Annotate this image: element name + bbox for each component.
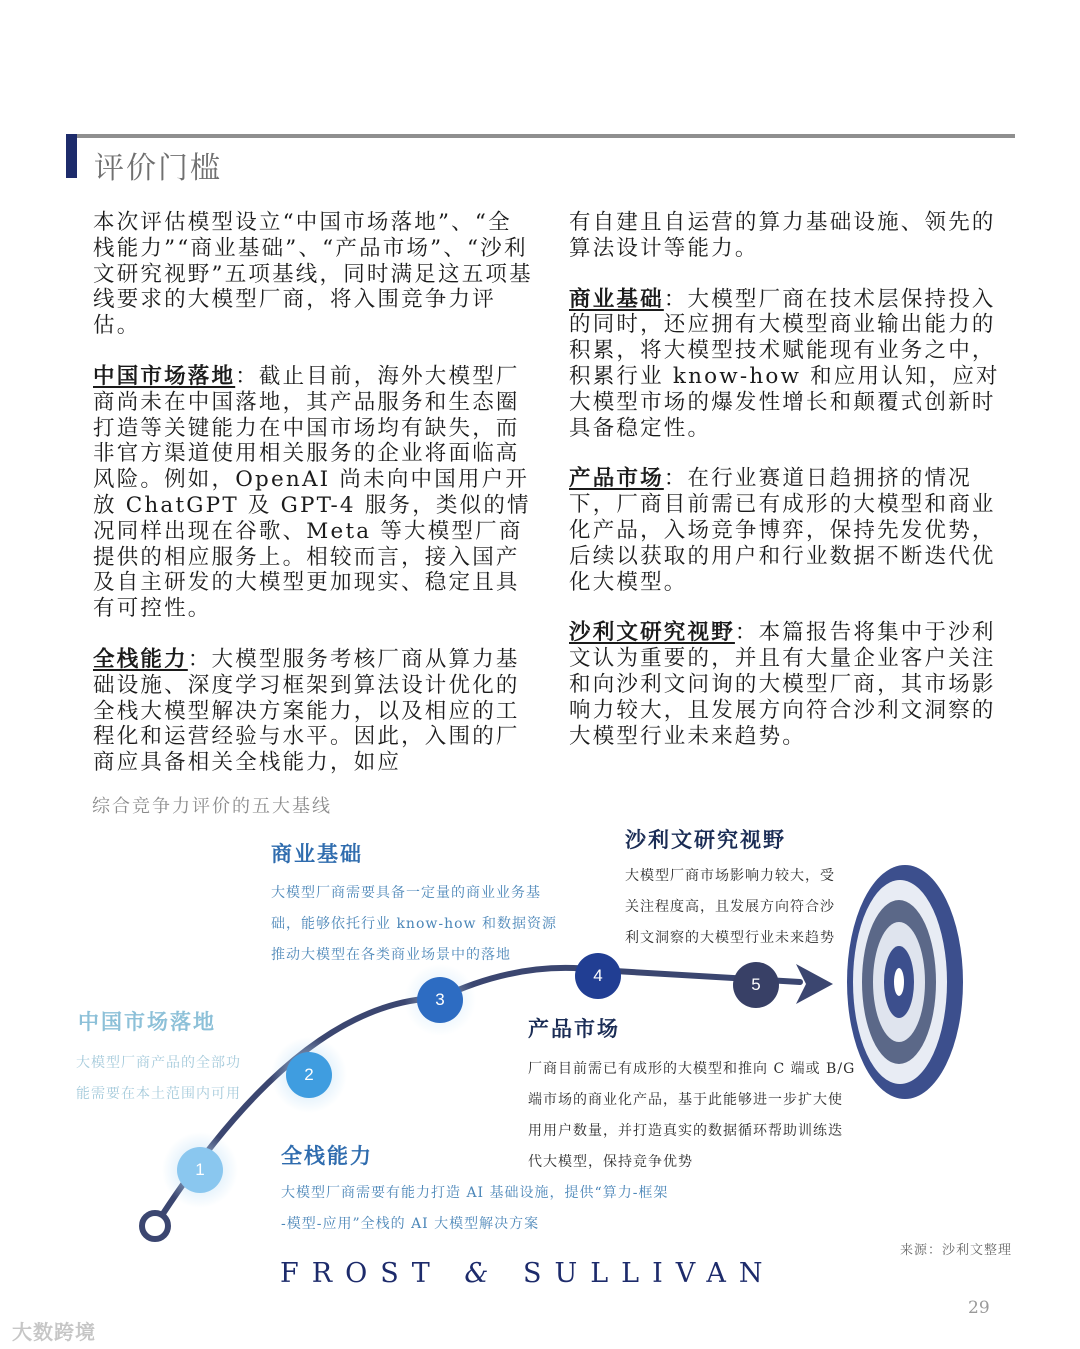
page-title: 评价门槛: [94, 151, 222, 186]
node-5: 5: [733, 962, 779, 1008]
product-text: ：在行业赛道日趋拥挤的情况下，厂商目前需已有成形的大模型和商业化产品，入场竞争博弈，保持先发优势，后续以获取的用户和行业数据不断迭代优化大模型。: [569, 466, 996, 595]
desc-product-market: 厂商目前需已有成形的大模型和推向 C 端或 B/G 端市场的商业化产品，基于此能够进一步扩大使 用用户数量，并打造真实的数据循环帮助训练迭 代大模型，保持竞争优势: [528, 1061, 856, 1170]
title-accent-bar: [66, 134, 77, 178]
node-1: 1: [177, 1147, 223, 1193]
node-4: 4: [575, 953, 621, 999]
market-text: ：截止目前，海外大模型厂商尚未在中国落地，其产品服务和生态圈打造等关键能力在中国市场均有缺失，而非官方渠道使用相关服务的企业将面临高风险。例如，OpenAI 尚未向中国用户开放 ChatGPT 及 GPT-4 服务，类似的情况同样出现在谷歌、Meta 等大模型厂商提供的相应服务上。相较而言，接入国产及自主研发的大模型更加现实、稳定且具有可控性。: [93, 363, 531, 622]
label-product-market: 产品市场: [528, 1016, 620, 1041]
stack-term: 全栈能力: [93, 646, 188, 672]
desc-china-market: 大模型厂商产品的全部功 能需要在本土范围内可用: [76, 1055, 241, 1102]
frost-sullivan-logo: FROST & SULLIVAN: [280, 1258, 776, 1289]
desc-full-stack: 大模型厂商需要有能力打造 AI 基础设施，提供“算力-框架 -模型-应用”全栈的 AI 大模型解决方案: [281, 1185, 669, 1232]
label-business-foundation: 商业基础: [271, 841, 363, 866]
right-column: [569, 210, 1009, 774]
left-column: [93, 210, 533, 801]
market-paragraph: [93, 364, 533, 622]
desc-business-foundation: 大模型厂商需要具备一定量的商业业务基 础，能够依托行业 know-how 和数据资源 推动大模型在各类商业场景中的落地: [271, 885, 557, 963]
product-term: 产品市场: [569, 466, 664, 492]
label-full-stack: 全栈能力: [281, 1143, 373, 1168]
business-term: 商业基础: [569, 286, 664, 312]
node-3: 3: [417, 977, 463, 1023]
label-china-market: 中国市场落地: [78, 1009, 216, 1034]
vision-term: 沙利文研究视野: [569, 620, 735, 646]
vision-text: ：本篇报告将集中于沙利文认为重要的，并且有大量企业客户关注和向沙利文问询的大模型厂商，其市场影响力较大，且发展方向符合沙利文洞察的大模型行业未来趋势。: [569, 620, 996, 749]
header-rule: [68, 134, 1015, 138]
vision-paragraph: [569, 620, 1009, 749]
stack-paragraph: [93, 647, 533, 776]
figure-title: 综合竞争力评价的五大基线: [92, 796, 332, 817]
source-note: 来源：沙利文整理: [900, 1243, 1013, 1258]
page-number: 29: [968, 1298, 990, 1318]
watermark: 大数跨境: [12, 1320, 96, 1344]
node-2: 2: [286, 1052, 332, 1098]
business-text: ：大模型厂商在技术层保持投入的同时，还应拥有大模型商业输出能力的积累，将大模型技术赋能现有业务之中，积累行业 know-how 和应用认知，应对大模型市场的爆发性增长和颠覆式创新时具备稳定性。: [569, 286, 1000, 441]
baselines-infographic: [0, 820, 1080, 1260]
label-sullivan-vision: 沙利文研究视野: [625, 827, 786, 852]
product-paragraph: [569, 466, 1009, 595]
continuation-paragraph: 有自建且自运营的算力基础设施、领先的算法设计等能力。: [569, 210, 996, 261]
desc-sullivan-vision: 大模型厂商市场影响力较大，受 关注程度高，且发展方向符合沙 利文洞察的大模型行业未来趋势: [625, 868, 835, 946]
stack-text: ：大模型服务考核厂商从算力基础设施、深度学习框架到算法设计优化的全栈大模型解决方案能力，以及相应的工程化和运营经验与水平。因此，入围的厂商应具备相关全栈能力，如应: [93, 646, 520, 776]
target-icon: [847, 865, 963, 1099]
business-paragraph: [569, 287, 1009, 442]
intro-paragraph: 本次评估模型设立“中国市场落地”、“全栈能力”“商业基础”、“产品市场”、“沙利文研究视野”五项基线，同时满足这五项基线要求的大模型厂商，将入围竞争力评估。: [93, 210, 533, 339]
market-term: 中国市场落地: [93, 363, 236, 389]
